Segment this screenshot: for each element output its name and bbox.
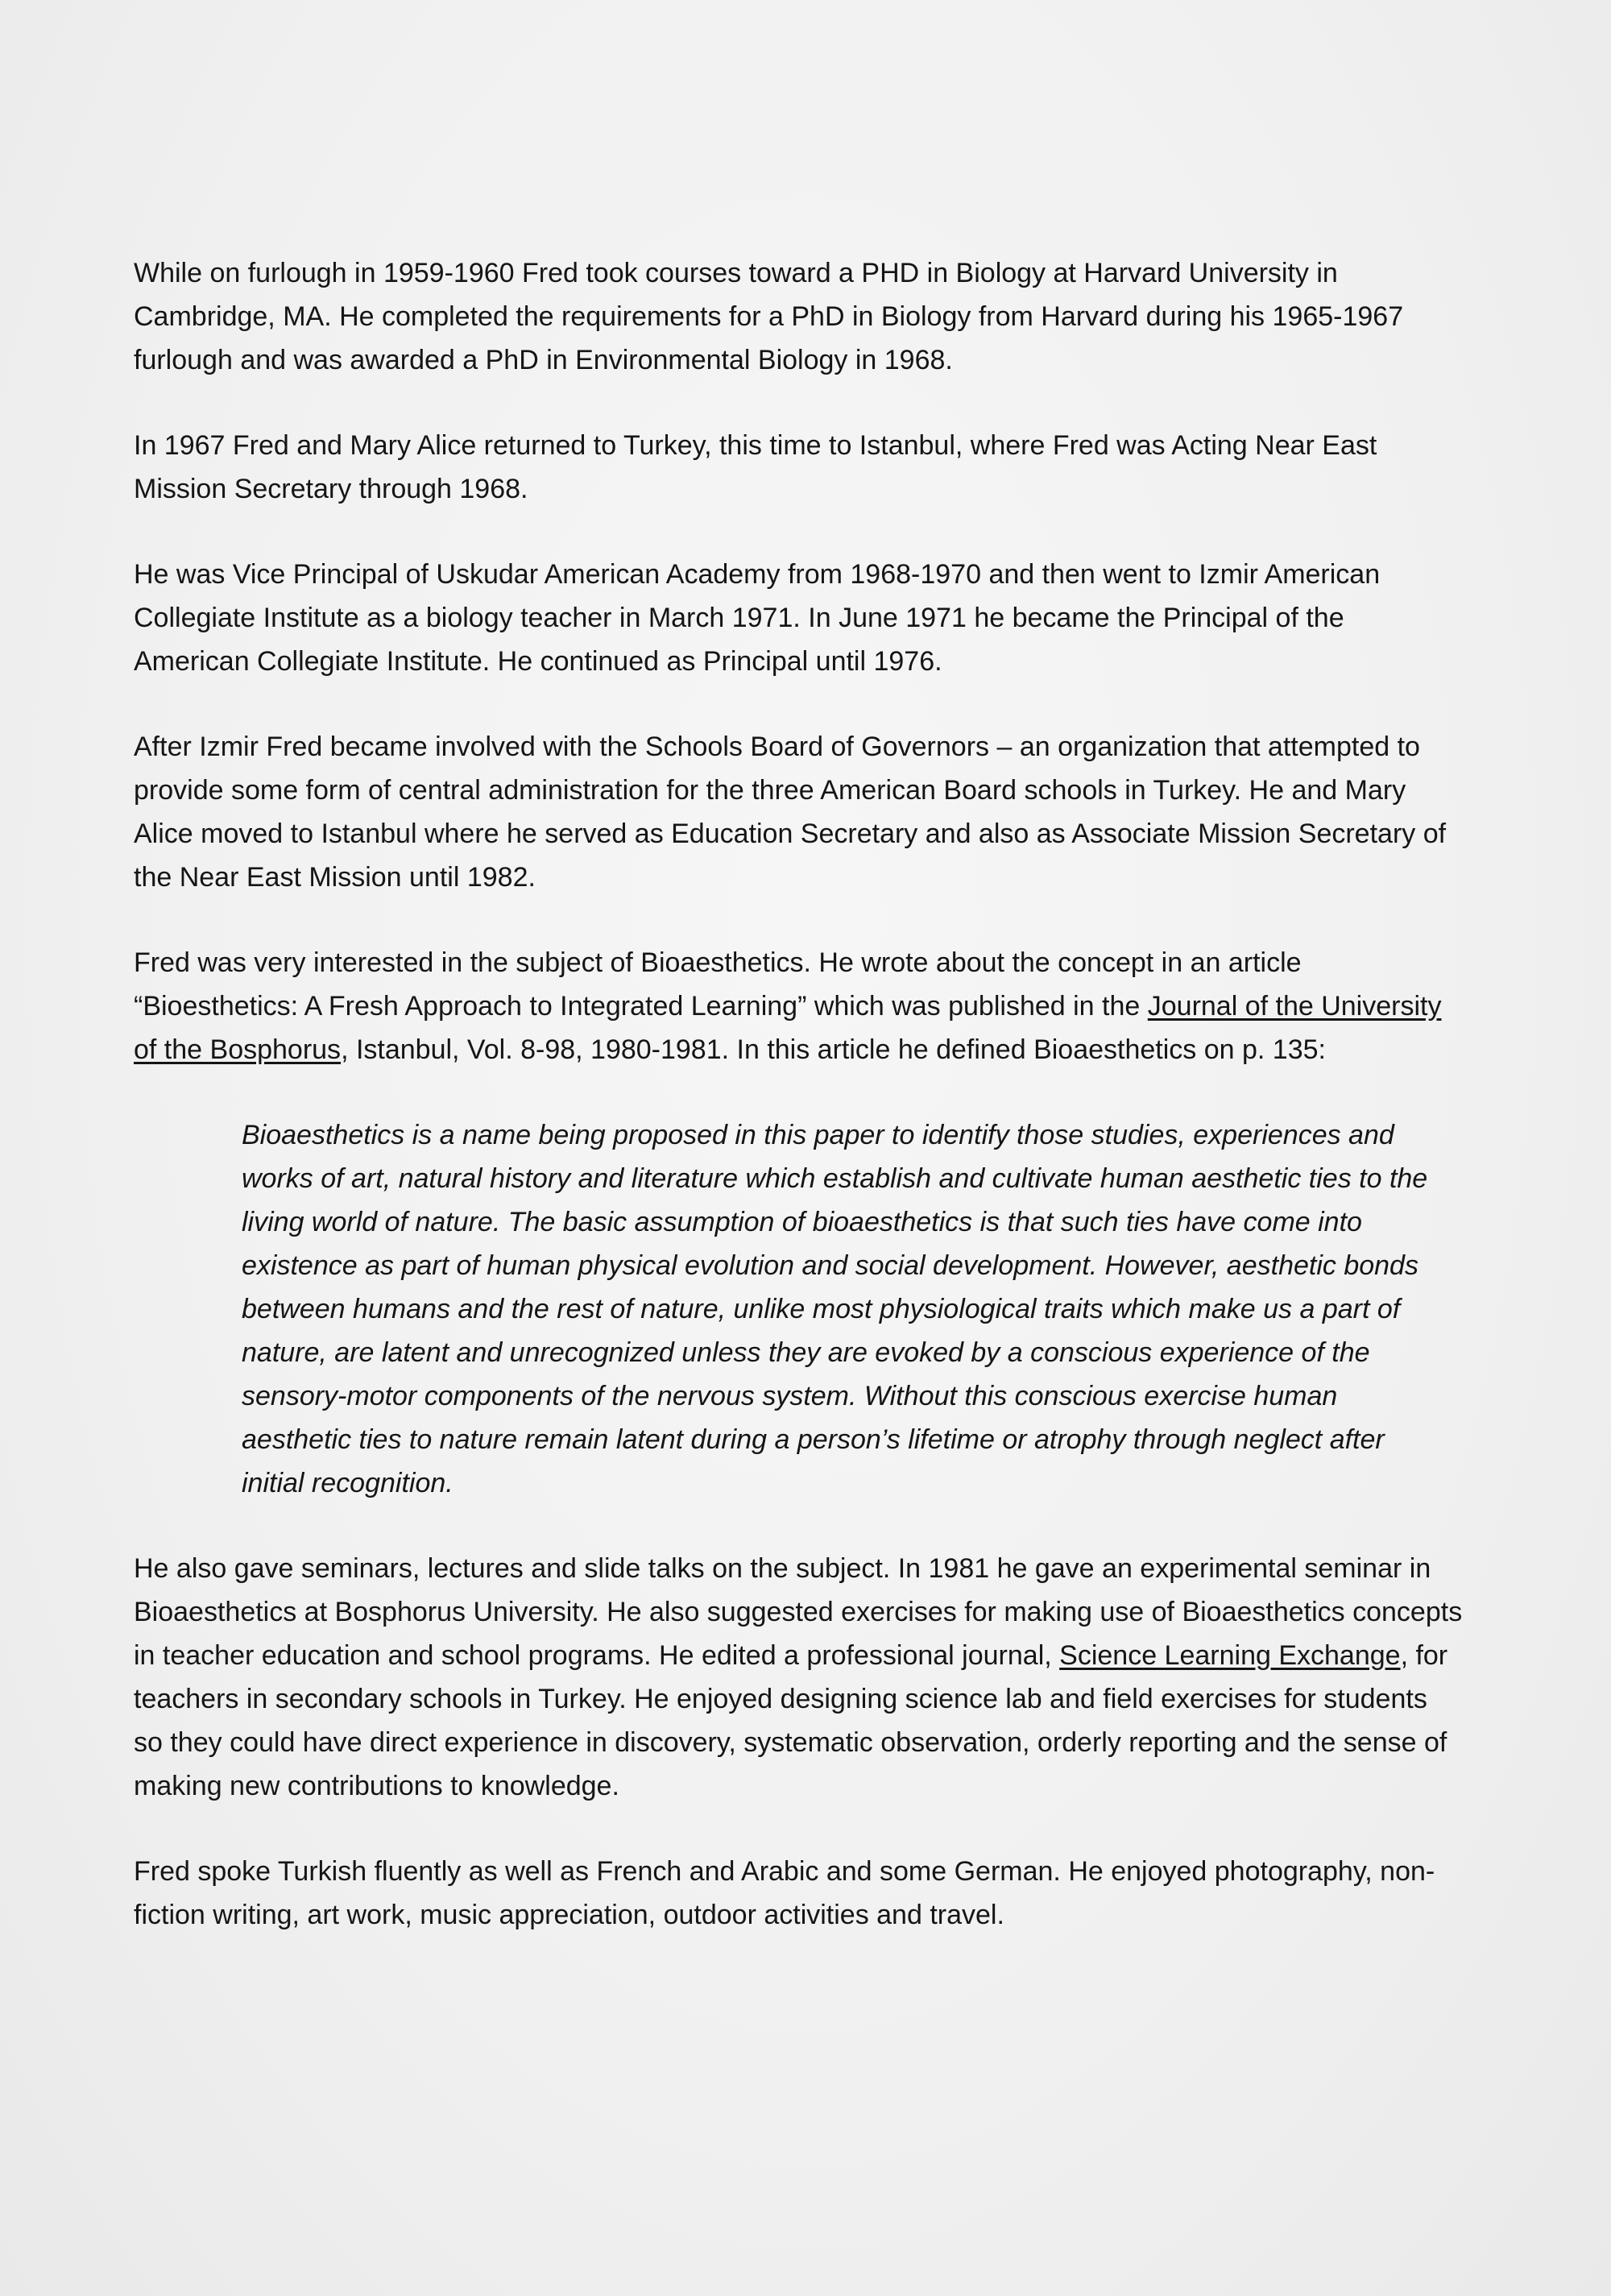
article-text-before: Fred was very interested in the subject of Bioaesthetics. He wrote about the concept in an article “Bioesthetics: A Fresh Approach to Integrated Learning” which was published in the [134, 947, 1302, 1022]
paragraph-bioaesthetics-article [134, 941, 1463, 1071]
journal-title: Journal of the University of the Bosphorus [134, 991, 1442, 1065]
article-text-after: , Istanbul, Vol. 8-98, 1980-1981. In this article he defined Bioaesthetics on p. 135: [341, 1034, 1326, 1065]
document-body [134, 251, 1463, 1979]
science-learning-exchange-title: Science Learning Exchange [1059, 1640, 1401, 1671]
seminars-text-before: He also gave seminars, lectures and slide talks on the subject. In 1981 he gave an experimental seminar in Bioaesthetics at Bosphorus University. He also suggested exercises for making use of Bioaesthetics concepts in teacher education and school programs. He edited a professional journal, [134, 1553, 1463, 1671]
seminars-text-after: , for teachers in secondary schools in Turkey. He enjoyed designing science lab and field exercises for students so they could have direct experience in discovery, systematic observation, orderly reporting and the sense of making new contributions to knowledge. [134, 1640, 1448, 1801]
paragraph-uskudar-izmir: He was Vice Principal of Uskudar American Academy from 1968-1970 and then went to Izmir American Collegiate Institute as a biology teacher in March 1971. In June 1971 he became the Principal of the American Collegiate Institute. He continued as Principal until 1976. [134, 559, 1381, 677]
paragraph-board-of-governors: After Izmir Fred became involved with the Schools Board of Governors – an organization that attempted to provide some form of central administration for the three American Board schools in Turkey. He and Mary Alice moved to Istanbul where he served as Education Secretary and also as Associate Mission Secretary of the Near East Mission until 1982. [134, 731, 1447, 893]
paragraph-languages-hobbies: Fred spoke Turkish fluently as well as French and Arabic and some German. He enjoyed photography, non-fiction writing, art work, music appreciation, outdoor activities and travel. [134, 1856, 1435, 1930]
paragraph-harvard-phd: While on furlough in 1959-1960 Fred took courses toward a PHD in Biology at Harvard University in Cambridge, MA. He completed the requirements for a PhD in Biology from Harvard during his 1965-1967 furlough and was awarded a PhD in Environmental Biology in 1968. [134, 258, 1404, 375]
paragraph-seminars [134, 1547, 1463, 1808]
paragraph-istanbul-return: In 1967 Fred and Mary Alice returned to Turkey, this time to Istanbul, where Fred was Acting Near East Mission Secretary through 1968. [134, 430, 1377, 504]
bioaesthetics-definition-quote: Bioaesthetics is a name being proposed in this paper to identify those studies, experiences and works of art, natural history and literature which establish and cultivate human aesthetic ties to the living world of nature. The basic assumption of bioaesthetics is that such ties have come into existence as part of human physical evolution and social development. However, aesthetic bonds between humans and the rest of nature, unlike most physiological traits which make us a part of nature, are latent and unrecognized unless they are evoked by a conscious experience of the sensory-motor components of the nervous system. Without this conscious exercise human aesthetic ties to nature remain latent during a person’s lifetime or atrophy through neglect after initial recognition. [242, 1120, 1428, 1498]
